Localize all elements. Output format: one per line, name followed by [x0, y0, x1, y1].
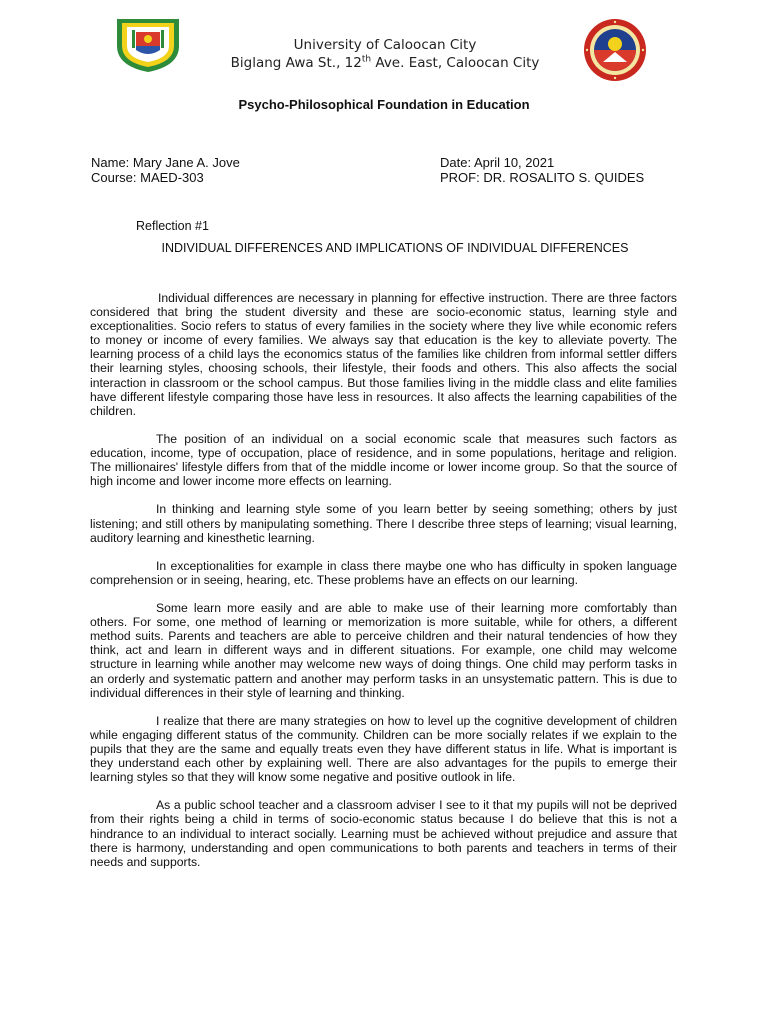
- date-prof-info: [440, 155, 644, 185]
- university-address: Biglang Awa St., 12th Ave. East, Caloocan City: [230, 54, 540, 71]
- course-title: Psycho-Philosophical Foundation in Education: [238, 97, 530, 112]
- professor: PROF: DR. ROSALITO S. QUIDES: [440, 170, 645, 185]
- university-name: University of Caloocan City: [293, 37, 477, 53]
- paragraph: In thinking and learning style some of you learn better by seeing something; others by just listening; and still others by manipulating something. There I describe three steps of learning; visual learning, auditory learning and kinesthetic learning.: [90, 502, 677, 545]
- course-code: Course: MAED-303: [91, 170, 204, 185]
- date: Date: April 10, 2021: [440, 155, 555, 170]
- paragraph: In exceptionalities for example in class there maybe one who has difficulty in spoken language comprehension or in seeing, hearing, etc. These problems have an effects on our learning.: [90, 558, 677, 587]
- reflection-label: Reflection #1: [136, 219, 209, 233]
- university-logo: [114, 16, 182, 74]
- city-seal-logo: [583, 18, 647, 82]
- paragraph: I realize that there are many strategies on how to level up the cognitive development of children while engaging different status of the community. Children can be more socially relates if we explain to the pupils that they are the same and equally treats even they have different status in life. What is important is they understand each other by explaining well. There are also advantages for the pupils to emerge their learning styles so that they will know some negative and positive outlook in life.: [90, 713, 677, 785]
- paragraph: As a public school teacher and a classroom adviser I see to it that my pupils will not be deprived from their rights being a child in terms of socio-economic status because I do believe that this is not a hindrance to an individual to interact socially. Learning must be achieved without prejudice and assure that there is harmony, understanding and open communications to both parents and teachers in terms of their needs and supports.: [90, 798, 677, 869]
- reflection-body: [90, 291, 677, 883]
- university-header: [200, 36, 570, 72]
- reflection-title: INDIVIDUAL DIFFERENCES AND IMPLICATIONS OF INDIVIDUAL DIFFERENCES: [161, 241, 629, 255]
- paragraph: Some learn more easily and are able to make use of their learning more comfortably than others. For some, one method of learning or memorization is more suitable, while for others, a different method suits. Parents and teachers are able to perceive children and their natural tendencies of how they think, act and learn in different ways and in different situations. For example, one child may welcome structure in learning while another may welcome new ways of doing things. One child may perform tasks in an orderly and systematic pattern and another may perform tasks in an unsystematic pattern. This is due to individual differences in their style of learning and thinking.: [90, 601, 677, 700]
- student-info: [91, 155, 240, 185]
- paragraph: The position of an individual on a social economic scale that measures such factors as education, income, type of occupation, place of residence, and in some populations, heritage and religion. The millionaires' lifestyle differs from that of the middle income or lower income group. So that the source of high income and lower income more effects on learning.: [90, 431, 677, 489]
- paragraph: Individual differences are necessary in planning for effective instruction. There are three factors considered that bring the student diversity and these are socio-economic status, learning style and exceptionalities. Socio refers to status of every families in the society where they live while economic refers to money or income of every families. We always say that education is the key to alleviate poverty. The learning process of a child lays the economics status of the families like children from informal settler differs their learning styles, choosing schools, their lifestyle, their foods and others. This also affects the social interaction in classroom or the school campus. But those families living in the middle class and elite families have different lifestyle comparing those have less in resources. It also affects the learning capabilities of the children.: [90, 291, 677, 418]
- student-name: Name: Mary Jane A. Jove: [91, 155, 240, 170]
